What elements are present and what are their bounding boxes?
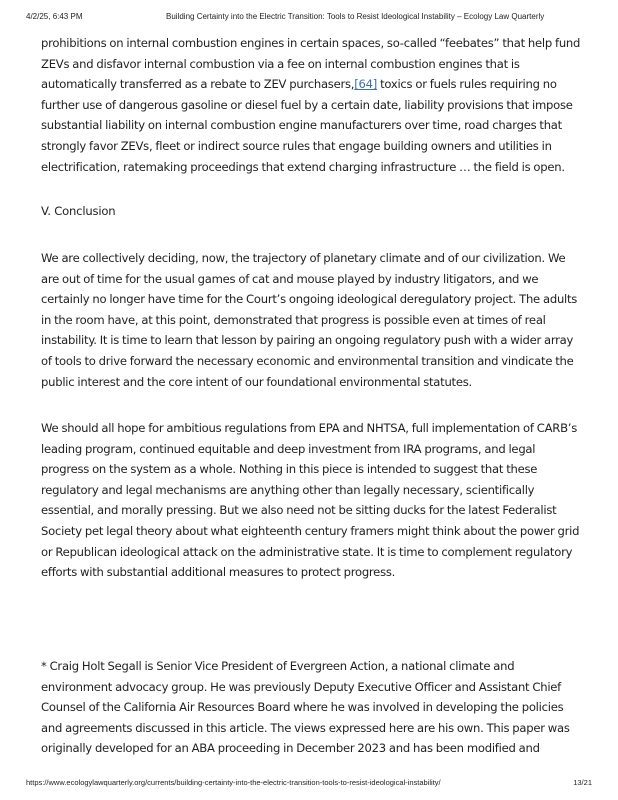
print-date: 4/2/25, 6:43 PM bbox=[26, 12, 83, 21]
continued-paragraph bbox=[41, 33, 581, 177]
paragraph-text: We should all hope for ambitious regulations from EPA and NHTSA, full implementation of CARB’s leading program, continued equitable and deep investment from IRA programs, and legal progress on the system as a whole. Nothing in this piece is intended to suggest that these regulatory and legal mechanisms are anything other than legally necessary, scientifically essential, and morally pressing. But we also need not be sitting ducks for the latest Federalist Society pet legal theory about what eighteenth century framers might think about the power grid or Republican ideological attack on the administrative state. It is time to complement regulatory efforts with substantial additional measures to protect progress. bbox=[41, 421, 580, 580]
section-heading-conclusion: V. Conclusion bbox=[41, 204, 116, 218]
print-url: https://www.ecologylawquarterly.org/currents/building-certainty-into-the-electric-transition-tools-to-resist-ideological-instability/ bbox=[26, 778, 441, 787]
print-page-title: Building Certainty into the Electric Transition: Tools to Resist Ideological Instability – Ecology Law Quarterly bbox=[166, 12, 545, 21]
continued-paragraph-tail: toxics or fuels rules requiring no further use of dangerous gasoline or diesel fuel by a certain date, liability provisions that impose substantial liability on internal combustion engine manufacturers over time, road charges that strongly favor ZEVs, fleet or indirect source rules that engage building owners and utilities in electrification, ratemaking proceedings that extend charging infrastructure … the field is open. bbox=[41, 77, 573, 174]
page-number: 13/21 bbox=[573, 778, 592, 787]
continued-paragraph-text: prohibitions on internal combustion engines in certain spaces, so-called “feebates” that help fund ZEVs and disfavor internal combustion via a fee on internal combustion engines that is automatically transferred as a rebate to ZEV purchasers, bbox=[41, 36, 581, 92]
conclusion-paragraph-2 bbox=[41, 418, 581, 583]
conclusion-paragraph-1 bbox=[41, 248, 581, 392]
print-header bbox=[26, 12, 592, 24]
author-note bbox=[41, 656, 581, 759]
author-note-text: * Craig Holt Segall is Senior Vice President of Evergreen Action, a national climate and environment advocacy group. He was previously Deputy Executive Officer and Assistant Chief Counsel of the California Air Resources Board where he was involved in developing the policies and agreements discussed in this article. The views expressed here are his own. This paper was originally developed for an ABA proceeding in December 2023 and has been modified and bbox=[41, 659, 570, 756]
paragraph-text: We are collectively deciding, now, the trajectory of planetary climate and of our civilization. We are out of time for the usual games of cat and mouse played by industry litigators, and we certainly no longer have time for the Court’s ongoing ideological deregulatory project. The adults in the room have, at this point, demonstrated that progress is possible even at times of real instability. It is time to learn that lesson by pairing an ongoing regulatory push with a wider array of tools to drive forward the necessary economic and environmental transition and vindicate the public interest and the core intent of our foundational environmental statutes. bbox=[41, 251, 578, 389]
article-body-continued bbox=[41, 33, 581, 177]
footnote-link-64[interactable]: [64] bbox=[354, 77, 378, 92]
print-footer bbox=[26, 778, 592, 790]
